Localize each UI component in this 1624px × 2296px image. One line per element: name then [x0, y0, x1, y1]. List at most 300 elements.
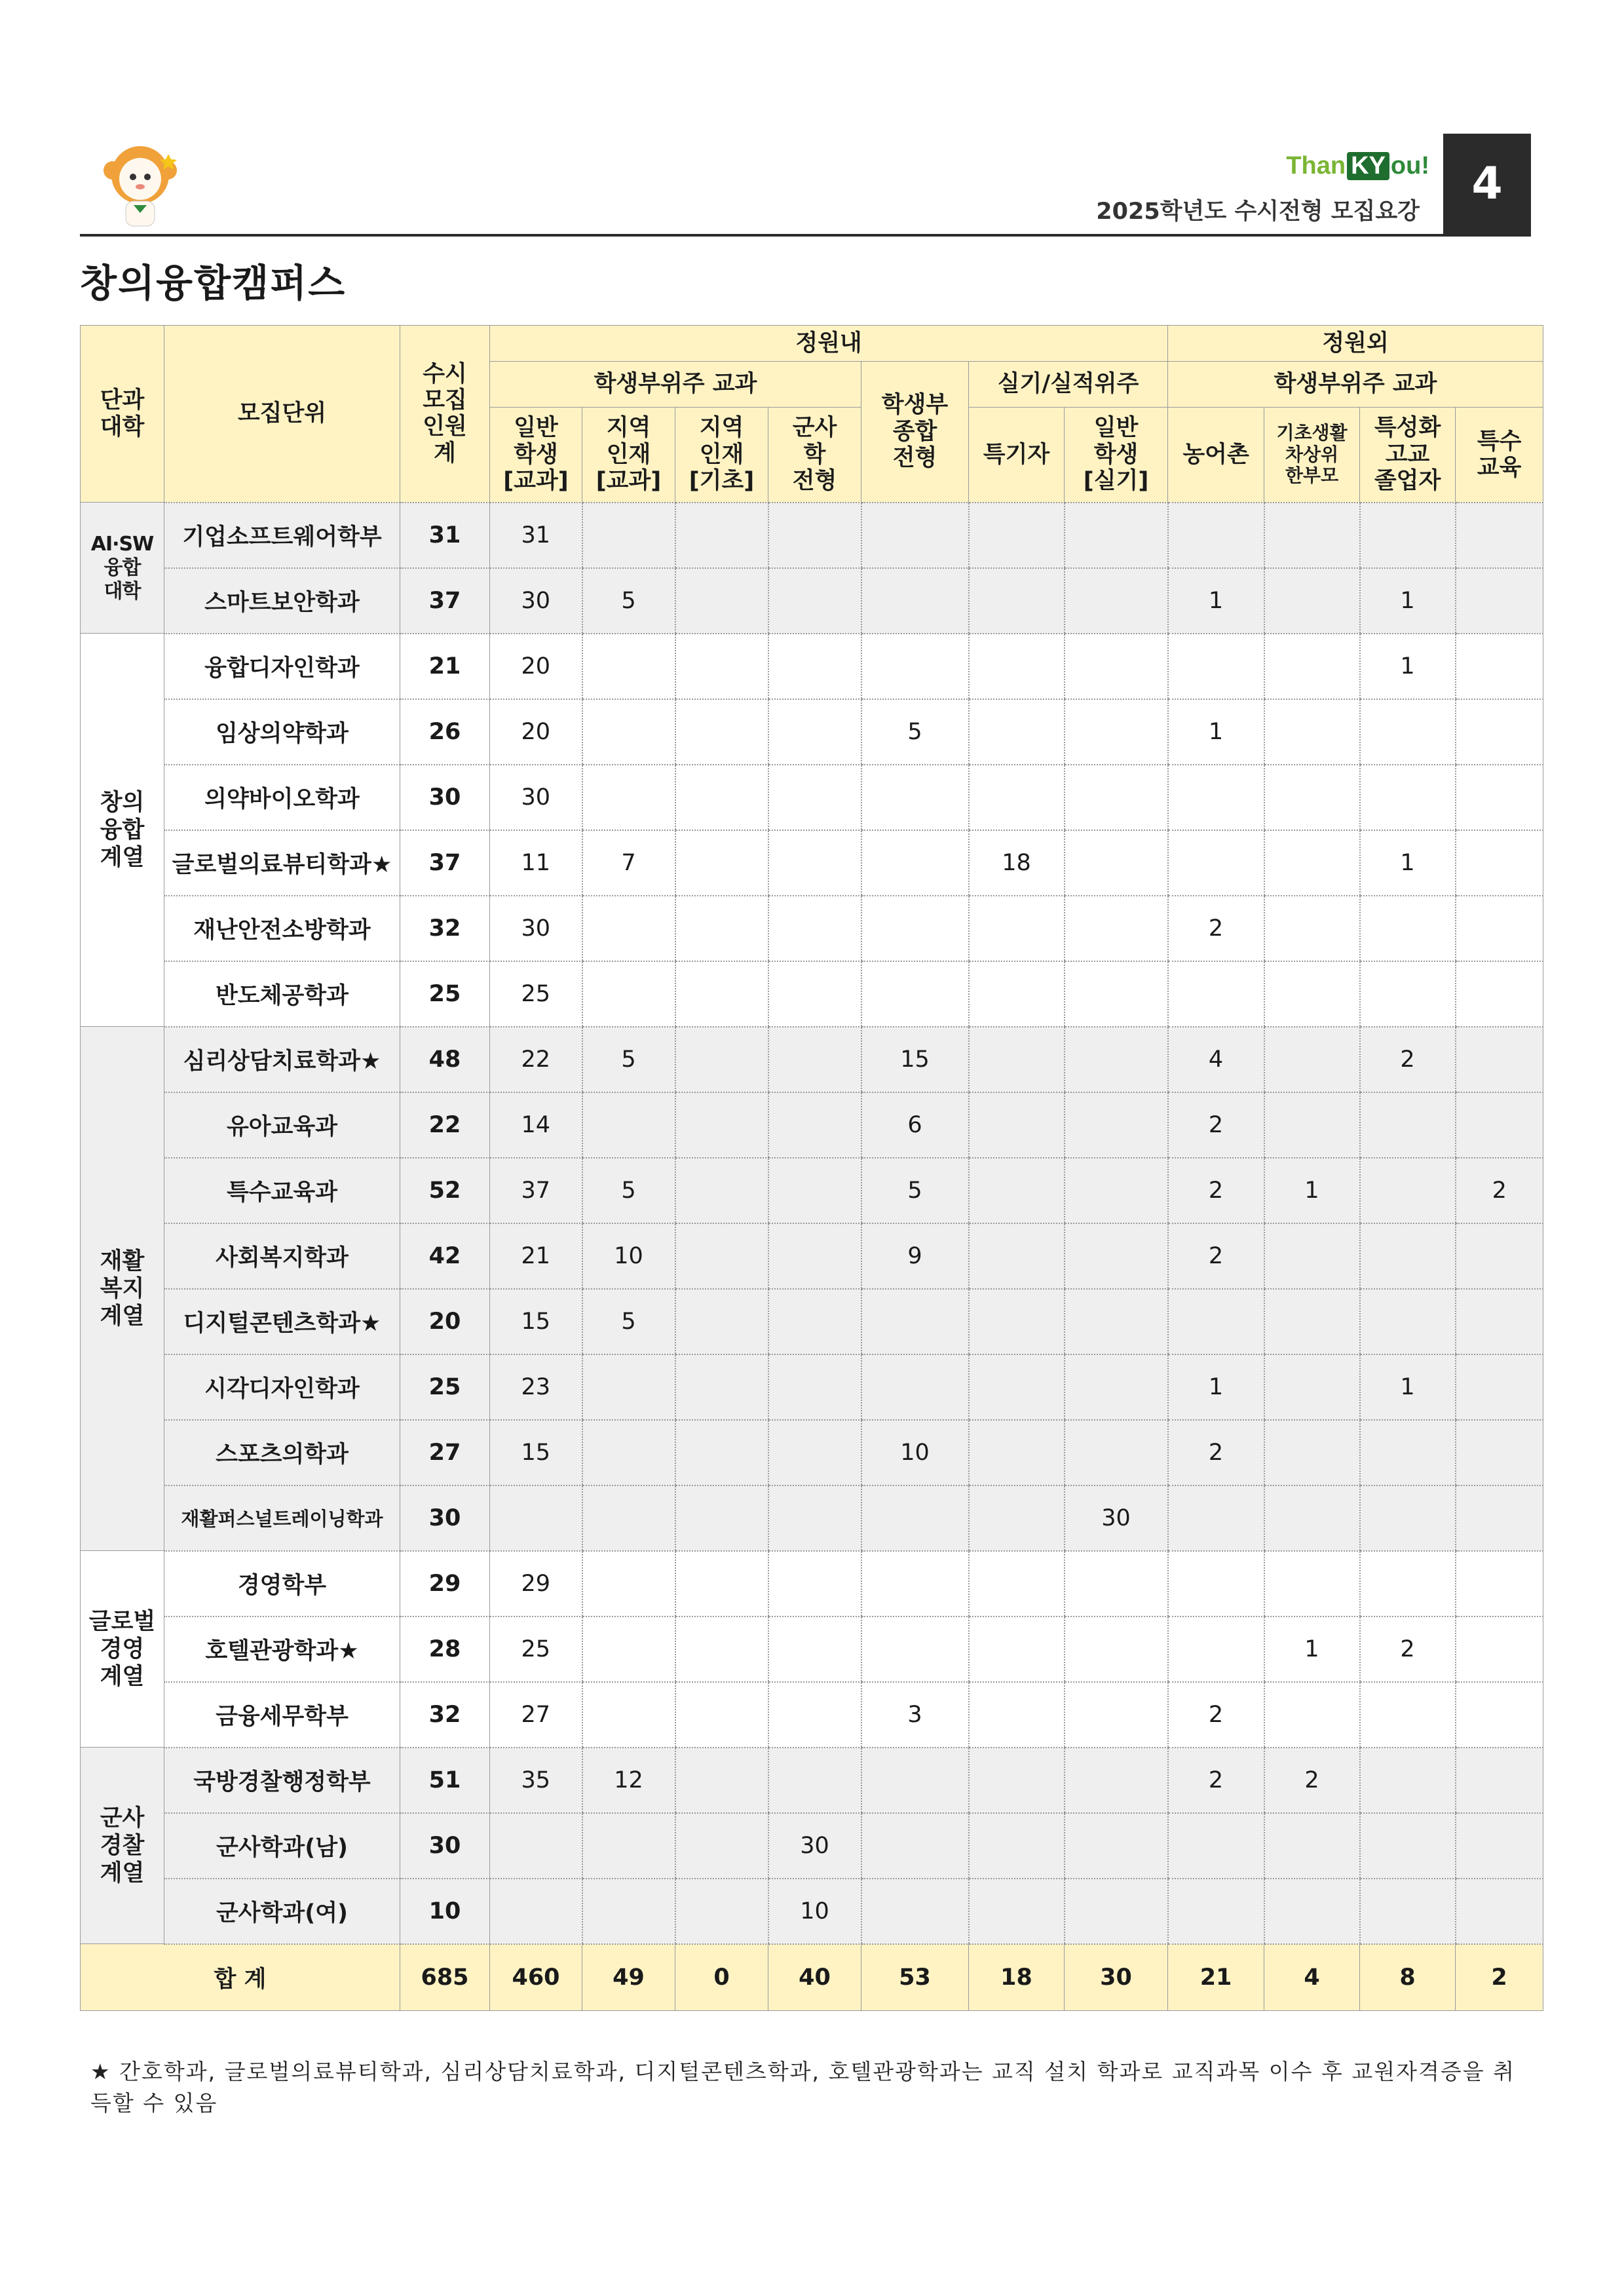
value-cell [1360, 1748, 1456, 1813]
value-cell [582, 503, 675, 568]
subheader-regional-subject: 지역 인재 [교과] [582, 408, 675, 503]
value-cell [582, 1682, 675, 1748]
college-cell: 군사 경찰 계열 [81, 1748, 164, 1944]
value-cell [969, 699, 1065, 765]
value-cell: 1 [1168, 699, 1264, 765]
header-unit: 모집단위 [164, 326, 400, 503]
value-cell [582, 1617, 675, 1682]
value-cell: 1 [1264, 1158, 1360, 1223]
value-cell [1065, 1158, 1168, 1223]
value-cell [675, 1748, 768, 1813]
value-cell [675, 1158, 768, 1223]
value-cell [768, 1092, 861, 1158]
page-number: 4 [1443, 134, 1531, 234]
value-cell: 25 [490, 961, 582, 1027]
value-cell: 9 [861, 1223, 969, 1289]
value-cell [675, 1617, 768, 1682]
value-cell [582, 1551, 675, 1617]
table-row [81, 896, 1543, 961]
value-cell [675, 1813, 768, 1879]
value-cell: 2 [1168, 1223, 1264, 1289]
value-cell: 12 [582, 1748, 675, 1813]
value-cell: 1 [1360, 568, 1456, 634]
dept-cell: 시각디자인학과 [164, 1354, 400, 1420]
sum-label: 합 계 [81, 1944, 400, 2011]
table-row [81, 503, 1543, 568]
value-cell [675, 1879, 768, 1944]
value-cell [861, 1551, 969, 1617]
value-cell [1065, 699, 1168, 765]
value-cell [1065, 1027, 1168, 1092]
recruitment-table [80, 325, 1543, 2011]
value-cell: 1 [1360, 634, 1456, 699]
value-cell [861, 568, 969, 634]
value-cell [1456, 1420, 1543, 1485]
value-cell [1456, 830, 1543, 896]
value-cell [490, 1813, 582, 1879]
header-in-quota: 정원내 [490, 326, 1168, 362]
total-cell: 10 [400, 1879, 490, 1944]
value-cell [582, 1354, 675, 1420]
value-cell [1456, 1027, 1543, 1092]
value-cell: 1 [1360, 830, 1456, 896]
value-cell [969, 765, 1065, 830]
value-cell [1264, 1813, 1360, 1879]
college-cell: 재활 복지 계열 [81, 1027, 164, 1551]
value-cell [1065, 568, 1168, 634]
value-cell [675, 503, 768, 568]
value-cell [861, 503, 969, 568]
dept-cell: 의약바이오학과 [164, 765, 400, 830]
dept-cell: 유아교육과 [164, 1092, 400, 1158]
value-cell [969, 1748, 1065, 1813]
total-cell: 21 [400, 634, 490, 699]
value-cell [1456, 699, 1543, 765]
value-cell [582, 1485, 675, 1551]
page-title: 창의융합캠퍼스 [80, 261, 347, 305]
value-cell [1065, 1092, 1168, 1158]
value-cell [1360, 699, 1456, 765]
value-cell: 2 [1360, 1027, 1456, 1092]
value-cell [1456, 634, 1543, 699]
table-row [81, 830, 1543, 896]
table-row [81, 1682, 1543, 1748]
dept-cell: 융합디자인학과 [164, 634, 400, 699]
dept-cell: 심리상담치료학과★ [164, 1027, 400, 1092]
total-cell: 26 [400, 699, 490, 765]
value-cell: 20 [490, 699, 582, 765]
dept-cell: 글로벌의료뷰티학과★ [164, 830, 400, 896]
value-cell [768, 1354, 861, 1420]
value-cell [1065, 830, 1168, 896]
value-cell: 5 [582, 1158, 675, 1223]
value-cell: 30 [490, 568, 582, 634]
value-cell: 15 [861, 1027, 969, 1092]
total-cell: 29 [400, 1551, 490, 1617]
value-cell [675, 1485, 768, 1551]
value-cell [969, 634, 1065, 699]
value-cell [768, 1617, 861, 1682]
value-cell: 2 [1168, 1682, 1264, 1748]
value-cell [768, 568, 861, 634]
table-row [81, 634, 1543, 699]
value-cell [1168, 830, 1264, 896]
dept-cell: 경영학부 [164, 1551, 400, 1617]
value-cell: 15 [490, 1289, 582, 1354]
value-cell [1264, 765, 1360, 830]
value-cell [768, 765, 861, 830]
value-cell: 10 [768, 1879, 861, 1944]
value-cell [768, 961, 861, 1027]
value-cell: 31 [490, 503, 582, 568]
value-cell [1065, 1748, 1168, 1813]
value-cell [1456, 1617, 1543, 1682]
value-cell: 1 [1168, 568, 1264, 634]
value-cell [1360, 961, 1456, 1027]
value-cell [969, 1617, 1065, 1682]
table-row [81, 1617, 1543, 1682]
value-cell [1264, 961, 1360, 1027]
value-cell [1264, 1092, 1360, 1158]
value-cell: 30 [1065, 1485, 1168, 1551]
value-cell [1456, 568, 1543, 634]
value-cell [675, 1551, 768, 1617]
value-cell [861, 1289, 969, 1354]
page-header [80, 131, 1531, 236]
sum-cell: 21 [1168, 1944, 1264, 2011]
total-cell: 30 [400, 1485, 490, 1551]
subheader-military: 군사 학 전형 [768, 408, 861, 503]
value-cell [1456, 1879, 1543, 1944]
sum-cell: 18 [969, 1944, 1065, 2011]
header-subtitle: 2025학년도 수시전형 모집요강 [1096, 199, 1420, 225]
value-cell: 5 [582, 1027, 675, 1092]
value-cell [1168, 1813, 1264, 1879]
value-cell [969, 1158, 1065, 1223]
header-record-subject: 학생부위주 교과 [490, 362, 861, 408]
value-cell [1360, 1879, 1456, 1944]
value-cell [861, 765, 969, 830]
table-row [81, 699, 1543, 765]
value-cell [1456, 1682, 1543, 1748]
value-cell: 21 [490, 1223, 582, 1289]
subheader-basic-living: 기초생활 차상위 한부모 [1264, 408, 1360, 503]
value-cell: 23 [490, 1354, 582, 1420]
college-cell: AI·SW 융합 대학 [81, 503, 164, 634]
value-cell [582, 1092, 675, 1158]
subheader-general-subject: 일반 학생 [교과] [490, 408, 582, 503]
subheader-vocational-graduate: 특성화 고교 졸업자 [1360, 408, 1456, 503]
value-cell [675, 1027, 768, 1092]
value-cell [1168, 503, 1264, 568]
value-cell [582, 699, 675, 765]
dept-cell: 스포츠의학과 [164, 1420, 400, 1485]
value-cell [1065, 503, 1168, 568]
value-cell: 5 [861, 1158, 969, 1223]
total-cell: 48 [400, 1027, 490, 1092]
value-cell: 11 [490, 830, 582, 896]
value-cell [861, 896, 969, 961]
value-cell [969, 1682, 1065, 1748]
value-cell [768, 830, 861, 896]
value-cell: 18 [969, 830, 1065, 896]
value-cell [861, 634, 969, 699]
value-cell [1264, 503, 1360, 568]
value-cell [768, 1485, 861, 1551]
value-cell [768, 1158, 861, 1223]
value-cell [1264, 568, 1360, 634]
total-cell: 32 [400, 1682, 490, 1748]
value-cell [582, 961, 675, 1027]
value-cell [1065, 1420, 1168, 1485]
value-cell [969, 568, 1065, 634]
total-cell: 37 [400, 830, 490, 896]
sum-cell: 0 [675, 1944, 768, 2011]
value-cell [1264, 830, 1360, 896]
dept-cell: 재활퍼스널트레이닝학과 [164, 1485, 400, 1551]
value-cell: 27 [490, 1682, 582, 1748]
table-row [81, 568, 1543, 634]
subheader-general-practical: 일반 학생 [실기] [1065, 408, 1168, 503]
table-row [81, 1420, 1543, 1485]
table-row [81, 765, 1543, 830]
sum-cell: 4 [1264, 1944, 1360, 2011]
value-cell [1168, 1485, 1264, 1551]
dept-cell: 디지털콘텐츠학과★ [164, 1289, 400, 1354]
sum-row [81, 1944, 1543, 2011]
value-cell [1360, 896, 1456, 961]
value-cell [1456, 1813, 1543, 1879]
value-cell [675, 1420, 768, 1485]
sum-cell: 53 [861, 1944, 969, 2011]
value-cell [1065, 1289, 1168, 1354]
subheader-regional-basic: 지역 인재 [기초] [675, 408, 768, 503]
table-row [81, 1485, 1543, 1551]
dept-cell: 사회복지학과 [164, 1223, 400, 1289]
value-cell: 30 [768, 1813, 861, 1879]
table-row [81, 1748, 1543, 1813]
value-cell [675, 896, 768, 961]
value-cell [1065, 1223, 1168, 1289]
dept-cell: 호텔관광학과★ [164, 1617, 400, 1682]
dept-cell: 스마트보안학과 [164, 568, 400, 634]
value-cell [1456, 896, 1543, 961]
footnote: ★ 간호학과, 글로벌의료뷰티학과, 심리상담치료학과, 디지털콘텐츠학과, 호텔관광학과는 교직 설치 학과로 교직과목 이수 후 교원자격증을 취득할 수 있음 [90, 2059, 1515, 2116]
value-cell [582, 1420, 675, 1485]
value-cell [768, 1027, 861, 1092]
value-cell: 1 [1264, 1617, 1360, 1682]
value-cell [1168, 1879, 1264, 1944]
college-cell: 글로벌 경영 계열 [81, 1551, 164, 1748]
value-cell: 2 [1168, 1092, 1264, 1158]
total-cell: 42 [400, 1223, 490, 1289]
value-cell [582, 1879, 675, 1944]
table-row [81, 961, 1543, 1027]
header-college-text: 단과 대학 [100, 387, 145, 440]
value-cell [861, 1354, 969, 1420]
value-cell [969, 1223, 1065, 1289]
value-cell [1065, 1617, 1168, 1682]
table-row [81, 1223, 1543, 1289]
value-cell [1264, 1354, 1360, 1420]
value-cell [1360, 765, 1456, 830]
value-cell: 3 [861, 1682, 969, 1748]
header-college [81, 326, 164, 503]
dept-cell: 군사학과(여) [164, 1879, 400, 1944]
header-comprehensive [861, 362, 969, 503]
value-cell [1065, 896, 1168, 961]
value-cell: 35 [490, 1748, 582, 1813]
dept-cell: 반도체공학과 [164, 961, 400, 1027]
value-cell [1168, 634, 1264, 699]
value-cell [675, 1223, 768, 1289]
value-cell: 2 [1168, 1748, 1264, 1813]
sum-total: 685 [400, 1944, 490, 2011]
value-cell [675, 830, 768, 896]
value-cell [1456, 961, 1543, 1027]
value-cell: 29 [490, 1551, 582, 1617]
value-cell [1360, 1485, 1456, 1551]
header-out-quota: 정원외 [1168, 326, 1543, 362]
value-cell: 37 [490, 1158, 582, 1223]
value-cell [768, 1748, 861, 1813]
value-cell [861, 1813, 969, 1879]
header-rule [80, 234, 1531, 237]
sum-cell: 30 [1065, 1944, 1168, 2011]
total-cell: 32 [400, 896, 490, 961]
header-comprehensive-text: 학생부 종합 전형 [881, 392, 949, 471]
value-cell [768, 503, 861, 568]
value-cell [969, 896, 1065, 961]
value-cell [861, 1748, 969, 1813]
header-total [400, 326, 490, 503]
value-cell [969, 503, 1065, 568]
value-cell [1065, 1354, 1168, 1420]
value-cell [1456, 503, 1543, 568]
value-cell [1456, 1551, 1543, 1617]
total-cell: 31 [400, 503, 490, 568]
value-cell [1065, 1551, 1168, 1617]
value-cell [768, 1682, 861, 1748]
total-cell: 25 [400, 961, 490, 1027]
value-cell: 2 [1456, 1158, 1543, 1223]
value-cell [861, 830, 969, 896]
value-cell [1360, 503, 1456, 568]
value-cell [1360, 1158, 1456, 1223]
sum-cell: 40 [768, 1944, 861, 2011]
value-cell [1264, 1223, 1360, 1289]
value-cell: 2 [1360, 1617, 1456, 1682]
value-cell [1456, 1748, 1543, 1813]
value-cell [1456, 1485, 1543, 1551]
value-cell [969, 1354, 1065, 1420]
value-cell [1456, 1223, 1543, 1289]
value-cell [861, 1879, 969, 1944]
value-cell [969, 1420, 1065, 1485]
value-cell [675, 568, 768, 634]
value-cell: 25 [490, 1617, 582, 1682]
value-cell [1168, 765, 1264, 830]
value-cell [582, 896, 675, 961]
value-cell [675, 1289, 768, 1354]
value-cell [969, 1027, 1065, 1092]
college-cell: 창의 융합 계열 [81, 634, 164, 1027]
sum-cell: 8 [1360, 1944, 1456, 2011]
value-cell: 15 [490, 1420, 582, 1485]
value-cell [1264, 1420, 1360, 1485]
header-total-text: 수시 모집 인원 계 [423, 360, 467, 467]
value-cell [768, 1223, 861, 1289]
value-cell [490, 1485, 582, 1551]
table-row [81, 1551, 1543, 1617]
value-cell [1456, 1354, 1543, 1420]
value-cell [1360, 1813, 1456, 1879]
value-cell [1456, 765, 1543, 830]
table-row [81, 1158, 1543, 1223]
value-cell [675, 699, 768, 765]
subheader-special-education: 특수 교육 [1456, 408, 1543, 503]
value-cell [969, 1813, 1065, 1879]
value-cell [1360, 1223, 1456, 1289]
value-cell [1360, 1551, 1456, 1617]
value-cell [969, 1289, 1065, 1354]
value-cell: 5 [582, 568, 675, 634]
value-cell [1360, 1092, 1456, 1158]
value-cell [1065, 961, 1168, 1027]
table-row [81, 1289, 1543, 1354]
subheader-rural: 농어촌 [1168, 408, 1264, 503]
value-cell [768, 1420, 861, 1485]
value-cell [1065, 634, 1168, 699]
value-cell [1264, 1027, 1360, 1092]
table-row [81, 1092, 1543, 1158]
value-cell: 2 [1264, 1748, 1360, 1813]
total-cell: 22 [400, 1092, 490, 1158]
value-cell: 30 [490, 765, 582, 830]
value-cell: 6 [861, 1092, 969, 1158]
value-cell: 1 [1168, 1354, 1264, 1420]
value-cell [1065, 1813, 1168, 1879]
value-cell [1264, 1485, 1360, 1551]
value-cell [1168, 1289, 1264, 1354]
value-cell: 4 [1168, 1027, 1264, 1092]
value-cell [768, 1551, 861, 1617]
value-cell [969, 1485, 1065, 1551]
value-cell: 10 [582, 1223, 675, 1289]
value-cell [582, 1813, 675, 1879]
value-cell [1168, 1617, 1264, 1682]
total-cell: 30 [400, 765, 490, 830]
value-cell [675, 765, 768, 830]
value-cell [1065, 1879, 1168, 1944]
dept-cell: 국방경찰행정학부 [164, 1748, 400, 1813]
value-cell [969, 961, 1065, 1027]
value-cell [675, 1092, 768, 1158]
total-cell: 28 [400, 1617, 490, 1682]
value-cell [768, 896, 861, 961]
value-cell [1168, 1551, 1264, 1617]
value-cell [1456, 1289, 1543, 1354]
table-row [81, 1027, 1543, 1092]
table-row [81, 1879, 1543, 1944]
value-cell [582, 765, 675, 830]
value-cell: 1 [1360, 1354, 1456, 1420]
dept-cell: 금융세무학부 [164, 1682, 400, 1748]
value-cell [1360, 1289, 1456, 1354]
mascot-illustration [100, 141, 185, 233]
value-cell [1360, 1682, 1456, 1748]
value-cell [1264, 634, 1360, 699]
